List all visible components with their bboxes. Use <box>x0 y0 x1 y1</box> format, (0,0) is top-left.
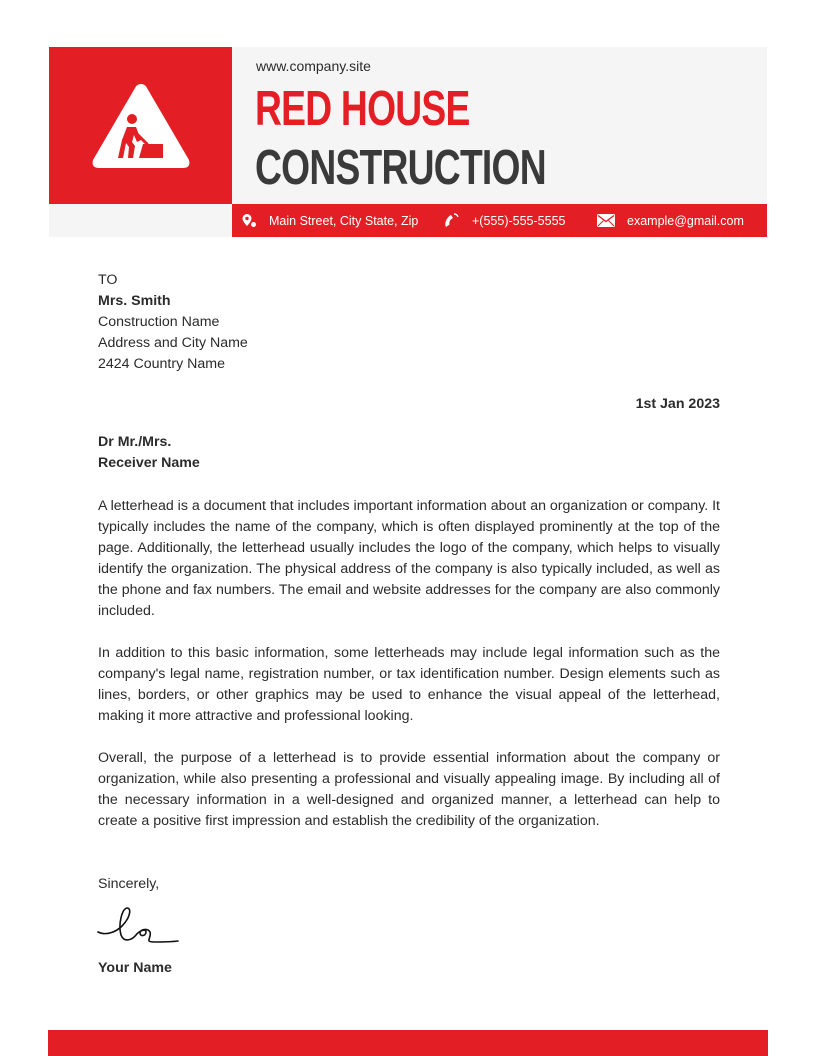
location-pin-icon <box>241 213 257 229</box>
recipient-company: Construction Name <box>98 314 220 330</box>
website-text: www.company.site <box>256 58 371 74</box>
body-paragraph-2: In addition to this basic information, some letterheads may include legal information such as the company's legal name, registration number, or tax identification number. Design elements such as lines, borders, or other graphics may be used to enhance the visual appeal of the letterhead, making it more attractive and professional looking. <box>98 645 720 724</box>
recipient-country: 2424 Country Name <box>98 356 225 372</box>
contact-address <box>241 204 418 237</box>
salutation-line-2: Receiver Name <box>98 455 200 471</box>
body-paragraph-3: Overall, the purpose of a letterhead is to provide essential information about the company or organization, while also presenting a professional and visually appealing image. By including all of the necessary information in a well-designed and organized manner, a letterhead can help to create a positive first impression and establish the credibility of the organization. <box>98 750 720 829</box>
phone-icon <box>442 213 460 229</box>
recipient-address: Address and City Name <box>98 335 248 351</box>
salutation <box>98 432 720 474</box>
signature <box>96 902 182 948</box>
contact-bar <box>232 204 767 237</box>
envelope-icon <box>597 214 615 227</box>
closing: Sincerely, <box>98 876 160 892</box>
email-text: example@gmail.com <box>627 213 744 228</box>
construction-worker-sign-icon <box>89 80 193 172</box>
address-text: Main Street, City State, Zip <box>269 213 419 228</box>
company-name-line-1: RED HOUSE <box>255 82 470 136</box>
salutation-line-1: Dr Mr./Mrs. <box>98 434 172 450</box>
recipient-name: Mrs. Smith <box>98 293 171 309</box>
contact-email <box>597 204 744 237</box>
header-title-panel <box>232 47 767 204</box>
letter-date: 1st Jan 2023 <box>635 396 720 412</box>
body-paragraph-1: A letterhead is a document that includes important information about an organization or company. It typically includes the name of the company, which is often displayed prominently at the top of the page. Additionally, the letterhead usually includes the logo of the company, which helps to visually identify the organization. The physical address of the company is also typically included, as well as the phone and fax numbers. The email and website addresses for the company are also commonly included. <box>98 498 720 619</box>
logo-panel <box>49 47 232 204</box>
header-under-logo <box>49 204 232 237</box>
phone-text: +(555)-555-5555 <box>472 213 566 228</box>
company-name-line-2: CONSTRUCTION <box>255 141 546 195</box>
to-label: TO <box>98 272 118 288</box>
contact-phone <box>442 204 565 237</box>
recipient-block <box>98 270 720 375</box>
footer-bar <box>48 1030 768 1056</box>
signer-name: Your Name <box>98 960 172 976</box>
